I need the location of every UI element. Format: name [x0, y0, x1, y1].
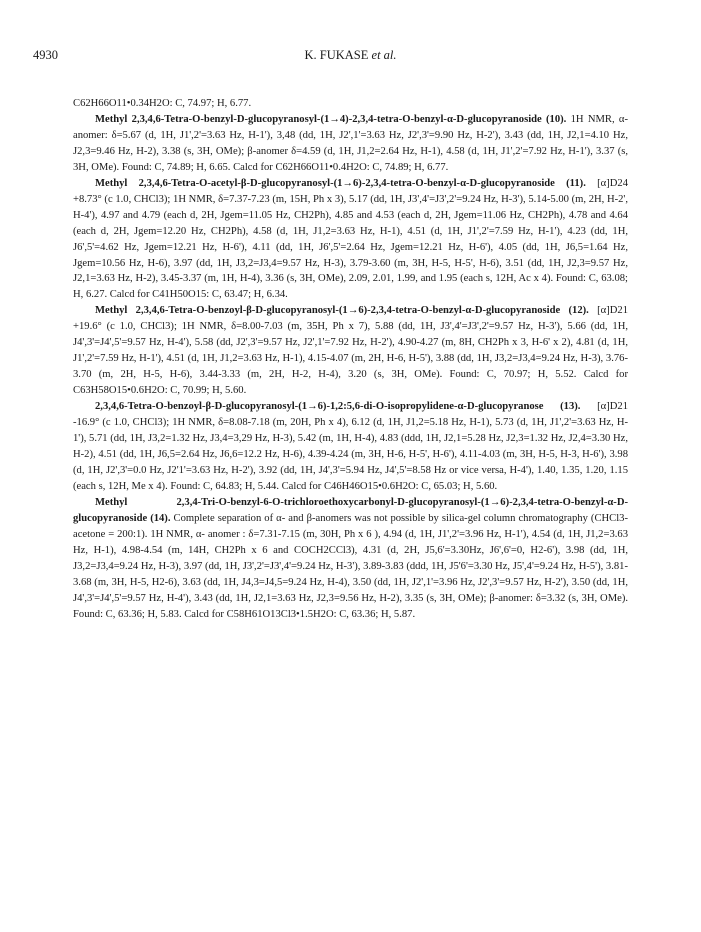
running-head-authors: K. FUKASE: [304, 48, 369, 62]
compound-data: 1H NMR, α-anomer: δ=5.67 (d, 1H, J1',2'=3.63 Hz, H-1'), 3,48 (dd, 1H, J2',1'=3.63 Hz, J2',3'=9.90 Hz, H-2'), 3.43 (dd, 1H, J2,1=4.10 Hz, J2,3=9.46 Hz, H-2), 3.38 (s, 3H, OMe); β-anomer δ=4.59 (d, 1H, J1,2=2.64 Hz, H-1), 4.58 (d, 1H, J1',2'=7.92 Hz, H-1'), 3.37 (s, 3H, OMe). Found: C, 74.89; H, 6.65. Calcd for C62H66O11•0.4H2O: C, 74.89; H, 6.77.: [73, 113, 629, 173]
compound-title: Methyl 2,3,4-Tri-O-benzyl-6-O-trichloroethoxycarbonyl-D-glucopyranosyl-(1→6)-2,3,4-tetra-O-benzyl-α-D-glucopyranoside (14).: [73, 496, 628, 524]
compound-title: 2,3,4,6-Tetra-O-benzoyl-β-D-glucopyranosyl-(1→6)-1,2:5,6-di-O-isopropylidene-α-D-glucopyranose (13).: [95, 401, 581, 413]
compound-entry-11: [73, 176, 628, 304]
paragraph-text: C62H66O11•0.34H2O: C, 74.97; H, 6.77.: [73, 98, 252, 109]
running-head: [0, 48, 701, 63]
experimental-text: [73, 96, 628, 622]
compound-data: [α]D21 +19.6° (c 1.0, CHCl3); 1H NMR, δ=8.00-7.03 (m, 35H, Ph x 7), 5.88 (dd, 1H, J3',4'=J3',2'=9.57 Hz, H-3'), 5.66 (dd, 1H, J4',3'=J4',5'=9.57 Hz, H-4'), 5.58 (dd, J2',3'=9.57 Hz, J2',1'=7.92 Hz, H-2'), 4.90-4.27 (m, 8H, CH2Ph x 3, H-6' x 2), 4.81 (d, 1H, J1',2'=7.59 Hz, H-1'), 4.51 (d, 1H, J1,2=3.63 Hz, H-1), 4.15-4.07 (m, 2H, H-6, H-5'), 3.88 (dd, 1H, J3,2=J3,4=9.24 Hz, H-3), 3.76-3.70 (m, 2H, H-5, H-6), 3.44-3.33 (m, 2H, H-2, H-4), 3.20 (s, 3H, OMe). Found: C, 70.97; H, 5.52. Calcd for C63H58O15•0.6H2O: C, 70.99; H, 5.60.: [73, 305, 628, 397]
compound-entry-12: [73, 303, 628, 399]
compound-data: [α]D24 +8.73° (c 1.0, CHCl3); 1H NMR, δ=7.37-7.23 (m, 15H, Ph x 3), 5.17 (dd, 1H, J3',4'=J3',2'=9.24 Hz, H-3'), 5.14-5.00 (m, 2H, H-2', H-4'), 4.97 and 4.79 (each d, 2H, Jgem=11.05 Hz, CH2Ph), 4.85 and 4.53 (each d, 2H, Jgem=11.06 Hz, CH2Ph), 4.78 and 4.64 (each d, 2H, Jgem=12.20 Hz, CH2Ph), 4.58 (d, 1H, J1,2=3.63 Hz, H-1), 4.51 (d, 1H, J1',2'=7.59 Hz, H-1'), 4.23 (dd, 1H, J6',5'=4.62 Hz, Jgem=12.21 Hz, H-6'), 4.11 (dd, 1H, J6',5'=2.64 Hz, Jgem=12.21 Hz, H-6'), 4.05 (dd, 1H, J6,5=1.64 Hz, Jgem=10.56 Hz, H-6), 3.97 (dd, 1H, J3,2=J3,4=9.57 Hz, H-3), 3.79-3.60 (m, 3H, H-5, H-5', H-6), 3.51 (dd, 1H, J2,3=9.57 Hz, J2,1=3.63 Hz, H-2), 3.45-3.37 (m, 1H, H-4), 3.36 (s, 3H, OMe), 2.09, 2.01, 1.99, and 1.95 (each s, 12H, Ac x 4). Found: C, 63.08; H, 6.27. Calcd for C41H50O15: C, 63.47; H, 6.34.: [73, 177, 628, 301]
compound-entry-13: [73, 399, 628, 495]
page-header: [0, 48, 701, 68]
compound-title: Methyl 2,3,4,6-Tetra-O-acetyl-β-D-glucopyranosyl-(1→6)-2,3,4-tetra-O-benzyl-α-D-glucopyranoside (11).: [95, 177, 586, 189]
compound-data: Complete separation of α- and β-anomers was not possible by silica-gel column chromatography (CHCl3-acetone = 200:1). 1H NMR, α- anomer : δ=7.31-7.15 (m, 30H, Ph x 6 ), 4.94 (d, 1H, J1',2'=3.96 Hz, H-1'), 4.54 (d, 1H, J1,2=3.63 Hz, H-1), 4.98-4.54 (m, 14H, CH2Ph x 6 and COCH2CCl3), 4.31 (d, 2H, J5,6'=3.30Hz, J6',6'=0, H2-6'), 3.98 (dd, 1H, J3,2=J3,4=9.24 Hz, H-3), 3.97 (dd, 1H, J3',2'=J3',4'=9.24 Hz, H-3'), 3.89-3.83 (ddd, 1H, J5'6'=3.30 Hz, J5',4'=9.24 Hz, H-5'), 3.81-3.68 (m, 3H, H-5, H2-6), 3.63 (dd, 1H, J4,3=J4,5=9.24 Hz, H-4), 3.50 (dd, 1H, J2',1'=3.96 Hz, J2',3'=9.57 Hz, H-2'), 3.50 (dd, 1H, J4',3'=J4',5'=9.57 Hz, H-4'), 3.43 (dd, 1H, J2,1=3.63 Hz, J2,3=9.56 Hz, H-2), 3.35 (s, 3H, OMe); β-anomer: δ=3.32 (s, 3H, OMe). Found: C, 63.36; H, 5.83. Calcd for C58H61O13Cl3•1.5H2O: C, 63.36; H, 5.87.: [73, 512, 628, 620]
compound-entry-14: [73, 495, 628, 623]
compound-entry-10: [73, 112, 628, 176]
compound-data: [α]D21 -16.9° (c 1.0, CHCl3); 1H NMR, δ=8.08-7.18 (m, 20H, Ph x 4), 6.12 (d, 1H, J1,2=5.18 Hz, H-1), 5.73 (d, 1H, J1',2'=3.63 Hz, H-1'), 5.71 (dd, 1H, J3,2=1.32 Hz, J3,4=3,29 Hz, H-3), 5.42 (m, 1H, H-4), 4.83 (ddd, 1H, J2,1=5.28 Hz, J2,3=1.32 Hz, J2,4=3.30 Hz, H-2), 4.51 (dd, 1H, J6,5=2.64 Hz, J6,6=12.2 Hz, H-6), 4.39-4.24 (m, 3H, H-6, H-5', H-6'), 4.11-4.03 (m, 3H, H-5, H-3, H-6'), 3.98 (d, 1H, J2',3'=0.0 Hz, J2'1'=3.63 Hz, H-2'), 3.92 (dd, 1H, J4',3'=5.94 Hz, J4',5'=8.58 Hz or vice versa, H-4'), 1.40, 1.35, 1.20, 1.15 (each s, 12H, Me x 4). Found: C, 64.83; H, 5.44. Calcd for C46H46O15•0.6H2O: C, 65.03; H, 5.60.: [73, 401, 628, 492]
paragraph-continued: [73, 96, 628, 112]
compound-title: Methyl 2,3,4,6-Tetra-O-benzyl-D-glucopyranosyl-(1→4)-2,3,4-tetra-O-benzyl-α-D-glucopyranoside (10).: [95, 113, 567, 125]
page-number: 4930: [33, 48, 58, 62]
running-head-suffix: et al.: [371, 48, 397, 62]
compound-title: Methyl 2,3,4,6-Tetra-O-benzoyl-β-D-glucopyranosyl-(1→6)-2,3,4-tetra-O-benzyl-α-D-glucopyranoside (12).: [95, 305, 589, 317]
